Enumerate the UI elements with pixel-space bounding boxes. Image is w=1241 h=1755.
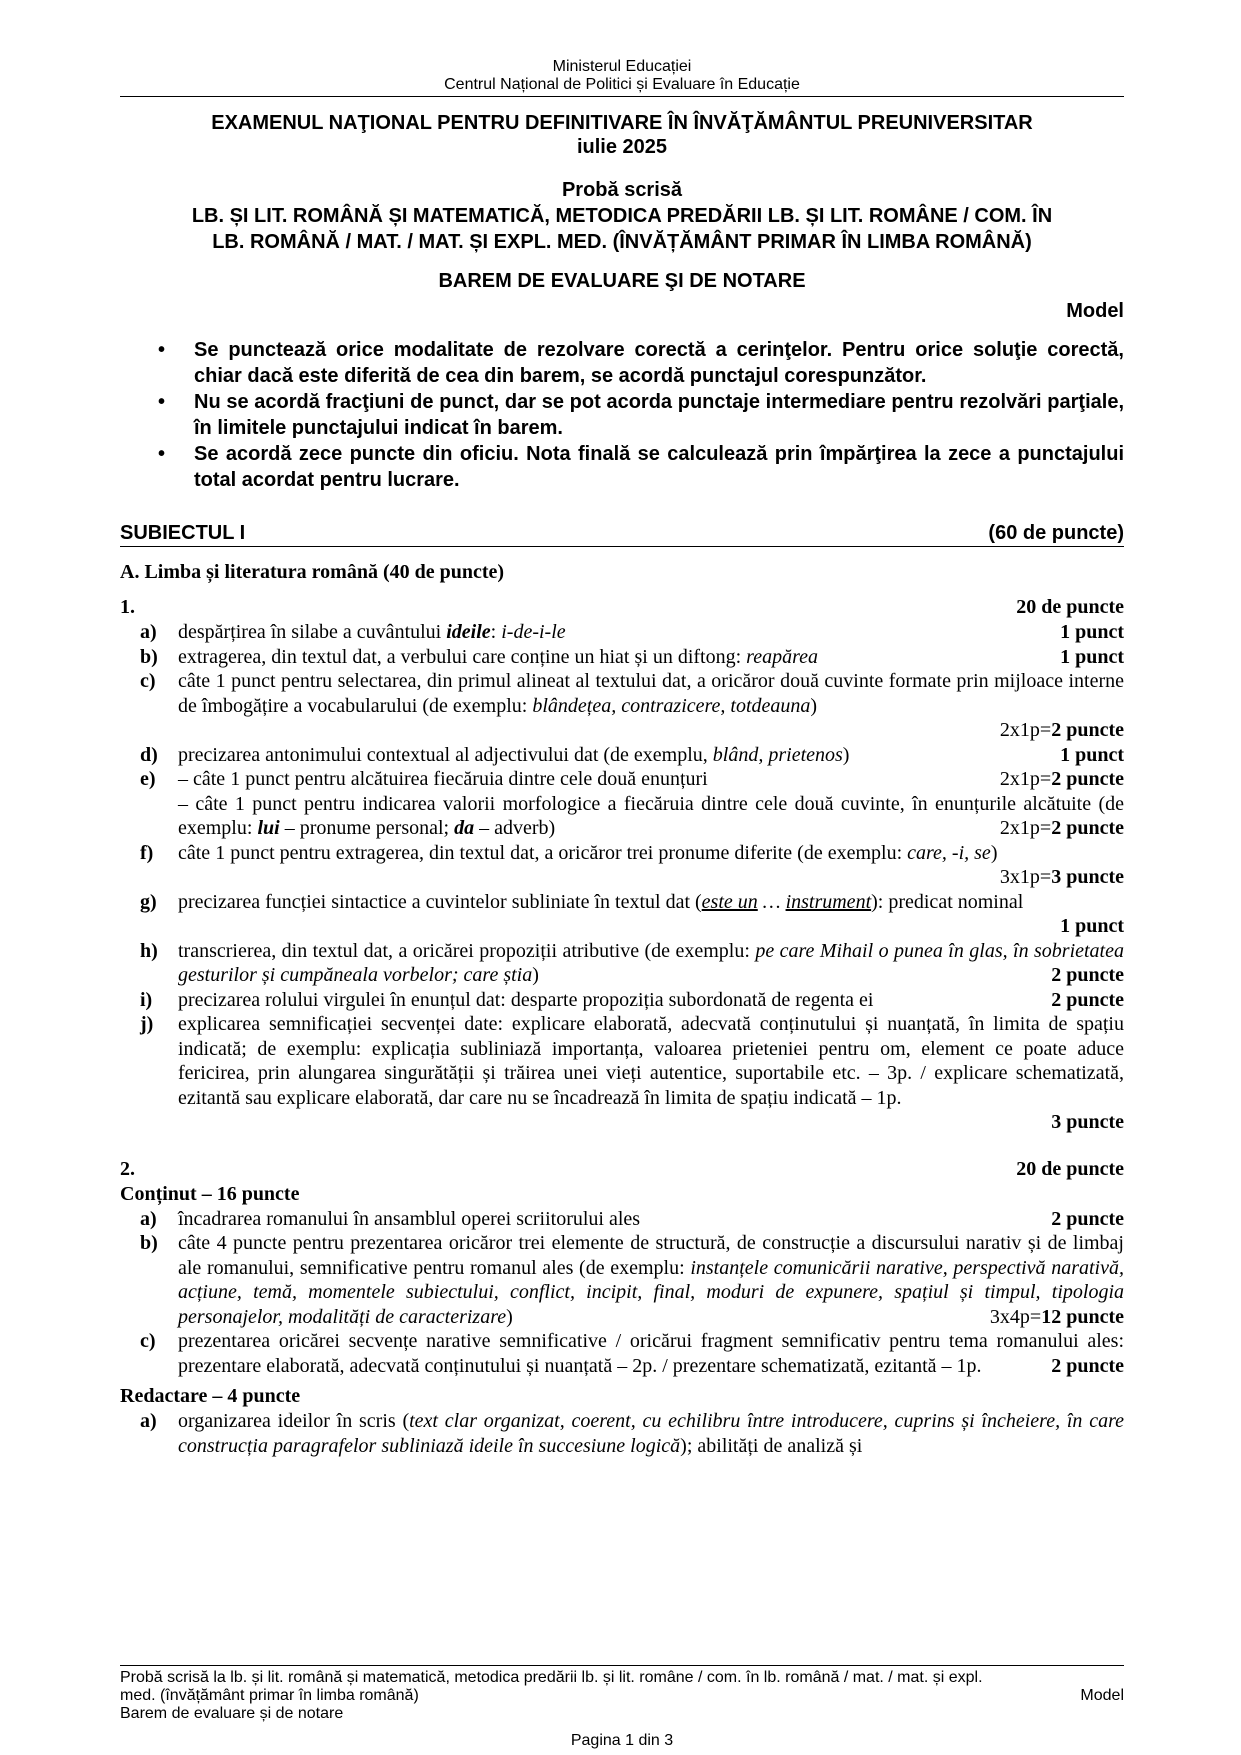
item-text: :	[490, 621, 502, 643]
points-formula: 2x1p=	[999, 768, 1052, 790]
exam-title	[120, 111, 1124, 159]
item-text: precizarea antonimului contextual al adjectivului dat (de exemplu,	[178, 743, 713, 766]
center-name: Centrul Național de Politici și Evaluare în Educație	[444, 76, 800, 93]
rule-item	[120, 389, 1124, 441]
item-label: b)	[140, 1232, 158, 1254]
subject-line-1: LB. ȘI LIT. ROMÂNĂ ȘI MATEMATICĂ, METODICA PREDĂRII LB. ȘI LIT. ROMÂNE / COM. ÎN	[191, 205, 1053, 227]
item-text: transcrierea, din textul dat, a oricărei propoziții atributive (de exemplu:	[178, 939, 756, 962]
underlined-word: instrument	[785, 890, 872, 913]
footer-divider	[120, 1665, 1124, 1666]
barem-title: BAREM DE EVALUARE ŞI DE NOTARE	[438, 270, 806, 292]
example-word: da	[454, 817, 475, 839]
item-label: h)	[140, 939, 158, 962]
item-label: a)	[140, 1410, 157, 1432]
item-label: c)	[140, 670, 156, 692]
subject-heading	[120, 521, 1124, 547]
points-formula: 3x4p=	[989, 1305, 1042, 1328]
points-total: 2 puncte	[1051, 817, 1124, 839]
bullet-icon: •	[158, 443, 166, 465]
item-points: 2 puncte	[1051, 1354, 1124, 1377]
content-heading: Conținut – 16 puncte	[120, 1182, 300, 1205]
footer-line-3: Barem de evaluare și de notare	[120, 1705, 344, 1722]
item-2a	[120, 1207, 1124, 1232]
question-number: 2.	[120, 1157, 135, 1180]
target-word: ideile	[446, 621, 491, 643]
item-text: ); abilități de analiză și	[680, 1434, 863, 1457]
bullet-icon: •	[158, 339, 166, 361]
example: care, -i, se	[907, 841, 991, 864]
item-1a	[120, 620, 1124, 645]
question-1-heading	[120, 595, 1124, 620]
item-text: precizarea rolului virgulei în enunțul dat: desparte propoziția subordonată de regenta ei	[178, 988, 874, 1011]
footer-line-1: Probă scrisă la lb. și lit. română și matematică, metodica predării lb. și lit. române / com. în lb. română / mat. / mat. și expl.	[120, 1669, 983, 1686]
points-total: 3 puncte	[1051, 1111, 1124, 1133]
general-rules	[120, 337, 1124, 493]
ellipsis: …	[757, 890, 786, 913]
example-word: lui	[257, 817, 280, 839]
probe-label: Probă scrisă	[561, 179, 683, 201]
item-text: ): predicat nominal	[871, 890, 1024, 913]
item-1b	[120, 645, 1124, 670]
item-text: câte 1 punct pentru extragerea, din textul dat, a oricăror trei pronume diferite (de exemplu:	[178, 841, 908, 864]
item-text: – câte 1 punct pentru alcătuirea fiecăruia dintre cele două enunțuri	[178, 768, 708, 790]
item-points	[1000, 767, 1124, 792]
item-text: )	[506, 1305, 513, 1328]
item-1d	[120, 743, 1124, 768]
points-formula: 2x1p=	[999, 719, 1052, 741]
footer-row	[120, 1687, 1124, 1705]
item-points	[178, 865, 1124, 890]
footer-line-2: med. (învățământ primar în limba română)	[120, 1687, 419, 1704]
item-1g	[120, 890, 1124, 939]
item-points: 2 puncte	[1051, 964, 1124, 986]
item-label: a)	[140, 1207, 157, 1230]
question-points: 20 de puncte	[1016, 596, 1124, 618]
example: instanțele comunicării narative, perspectivă narativă, acțiune, temă, momentele subiectului, conflict, incipit, final, moduri de expunere, spațiul și timpul, tipologia personajelor, modalități de caracterizare	[178, 1256, 1124, 1328]
points-total: 12 puncte	[1041, 1305, 1124, 1328]
item-label: j)	[140, 1013, 154, 1035]
item-text: extragerea, din textul dat, a verbului care conține un hiat și un diftong:	[178, 645, 747, 668]
item-1j	[120, 1012, 1124, 1135]
item-label: g)	[140, 890, 157, 913]
points-formula: 2x1p=	[999, 817, 1052, 839]
item-text: câte 1 punct pentru selectarea, din primul alineat al textului dat, a oricăror două cuvinte formate prin mijloace interne de îmbogățire a vocabularului (de exemplu:	[178, 670, 1124, 717]
writing-heading: Redactare – 4 puncte	[120, 1385, 301, 1407]
footer-model: Model	[1080, 1687, 1124, 1704]
ministry-name: Ministerul Educației	[552, 58, 692, 75]
item-2c	[120, 1329, 1124, 1378]
rule-text: Nu se acordă fracţiuni de punct, dar se pot acorda punctaje intermediare pentru rezolvări parţiale, în limitele punctajului indicat în barem.	[194, 391, 1124, 439]
item-label: a)	[140, 621, 157, 643]
item-text: precizarea funcției sintactice a cuvintelor subliniate în textul dat (	[178, 890, 702, 913]
model-label: Model	[1066, 300, 1124, 322]
question-points: 20 de puncte	[1016, 1157, 1124, 1180]
rule-text: Se acordă zece puncte din oficiu. Nota finală se calculează prin împărţirea la zece a punctajului total acordat pentru lucrare.	[194, 443, 1124, 491]
item-points: 1 punct	[1060, 621, 1124, 643]
item-1i	[120, 988, 1124, 1013]
item-points: 1 punct	[1060, 645, 1124, 668]
item-label: b)	[140, 645, 158, 668]
example: blândețea, contrazicere, totdeauna	[532, 694, 811, 717]
points-formula: 3x1p=	[999, 866, 1052, 888]
points-total: 2 puncte	[1051, 719, 1124, 741]
answer: i-de-i-le	[501, 621, 566, 643]
item-text: explicarea semnificației secvenței date: explicare elaborată, adecvată conținutului și nuanțată, în limita de spațiu indicată; de exemplu: explicația subliniază importanța, valoarea prieteniei pentru om, element ce poate aduce fericirea, prin alungarea singurătății și trăirea unei vieți autentice, suportabile etc. – 3p. / explicare schematizată, ezitantă sau explicare elaborată, dar care nu se încadrează în limita de spațiu indicată – 1p.	[178, 1013, 1124, 1109]
question-2-heading	[120, 1157, 1124, 1182]
bullet-icon: •	[158, 391, 166, 413]
example: blând, prietenos	[712, 743, 843, 766]
exam-title-text: EXAMENUL NAŢIONAL PENTRU DEFINITIVARE ÎN ÎNVĂŢĂMÂNTUL PREUNIVERSITAR	[211, 112, 1033, 134]
page-number: Pagina 1 din 3	[570, 1732, 674, 1749]
item-label: c)	[140, 1330, 156, 1352]
item-1f	[120, 841, 1124, 890]
item-points: 2 puncte	[1051, 1207, 1124, 1230]
item-points	[1000, 816, 1124, 841]
item-text: câte 4 puncte pentru prezentarea oricăror trei elemente de structură, de construcție a discursului narativ și de limbaj ale romanului, semnificative pentru romanul ales (de exemplu:	[178, 1232, 1124, 1279]
item-label: f)	[140, 841, 154, 864]
item-1c	[120, 669, 1124, 743]
item-text: prezentarea oricărei secvențe narative semnificative / oricărui fragment semnificativ pentru tema romanului ales: prezentare elaborată, adecvată conținutului și nuanțată – 2p. / prezentare schematizată, ezitantă – 1p.	[178, 1330, 1124, 1377]
item-label: e)	[140, 768, 156, 790]
subject-line-2: LB. ROMÂNĂ / MAT. / MAT. ȘI EXPL. MED. (ÎNVĂȚĂMÂNT PRIMAR ÎN LIMBA ROMÂNĂ)	[212, 231, 1032, 253]
exam-session: iulie 2025	[576, 136, 668, 158]
item-label: i)	[140, 988, 153, 1011]
item-text: – adverb)	[474, 817, 556, 839]
points-total: 1 punct	[1060, 915, 1124, 937]
underlined-word: este un	[701, 890, 758, 913]
item-points: 2 puncte	[1051, 988, 1124, 1011]
header-divider	[120, 96, 1124, 97]
rule-item	[120, 337, 1124, 389]
item-points	[990, 1305, 1124, 1330]
section-a-heading: A. Limba și literatura română (40 de puncte)	[120, 561, 505, 583]
item-text: – câte 1 punct pentru indicarea valorii morfologice a fiecăruia dintre cele două cuvinte, în enunțurile alcătuite (de exemplu:	[178, 792, 1124, 839]
item-2b	[120, 1231, 1124, 1329]
item-points	[178, 914, 1124, 939]
item-points	[178, 1110, 1124, 1135]
item-label: d)	[140, 743, 158, 766]
document-header	[120, 58, 1124, 94]
item-text: )	[842, 743, 850, 766]
item-text: organizarea ideilor în scris (	[178, 1410, 410, 1432]
points-total: 3 puncte	[1051, 866, 1124, 888]
rule-text: Se punctează orice modalitate de rezolvare corectă a cerinţelor. Pentru orice soluţie corectă, chiar dacă este diferită de cea din barem, se acordă punctajul corespunzător.	[194, 339, 1124, 387]
item-1h	[120, 939, 1124, 988]
item-1e	[120, 767, 1124, 841]
item-text: )	[990, 841, 998, 864]
item-text: )	[810, 694, 818, 717]
document-footer	[120, 1665, 1124, 1750]
item-points	[178, 718, 1124, 743]
item-text: – pronume personal;	[279, 817, 455, 839]
item-2-writing-a	[120, 1409, 1124, 1458]
probe-block	[120, 177, 1124, 255]
rule-item	[120, 441, 1124, 493]
answer: reapărea	[746, 645, 818, 668]
subject-name: SUBIECTUL I	[120, 522, 246, 544]
subject-points: (60 de puncte)	[988, 522, 1124, 544]
item-text: încadrarea romanului în ansamblul operei scriitorului ales	[178, 1207, 641, 1230]
example: pe care Mihail o punea în glas, în sobrietatea gesturilor și cumpăneala vorbelor; care știa	[178, 939, 1124, 986]
item-text: despărțirea în silabe a cuvântului	[178, 621, 447, 643]
example: text clar organizat, coerent, cu echilibru între introducere, cuprins și încheiere, în care construcția paragrafelor subliniază ideile în succesiune logică	[178, 1410, 1125, 1457]
item-points: 1 punct	[1060, 743, 1124, 766]
points-total: 2 puncte	[1051, 768, 1124, 790]
question-number: 1.	[120, 596, 135, 618]
item-text: )	[532, 964, 539, 986]
